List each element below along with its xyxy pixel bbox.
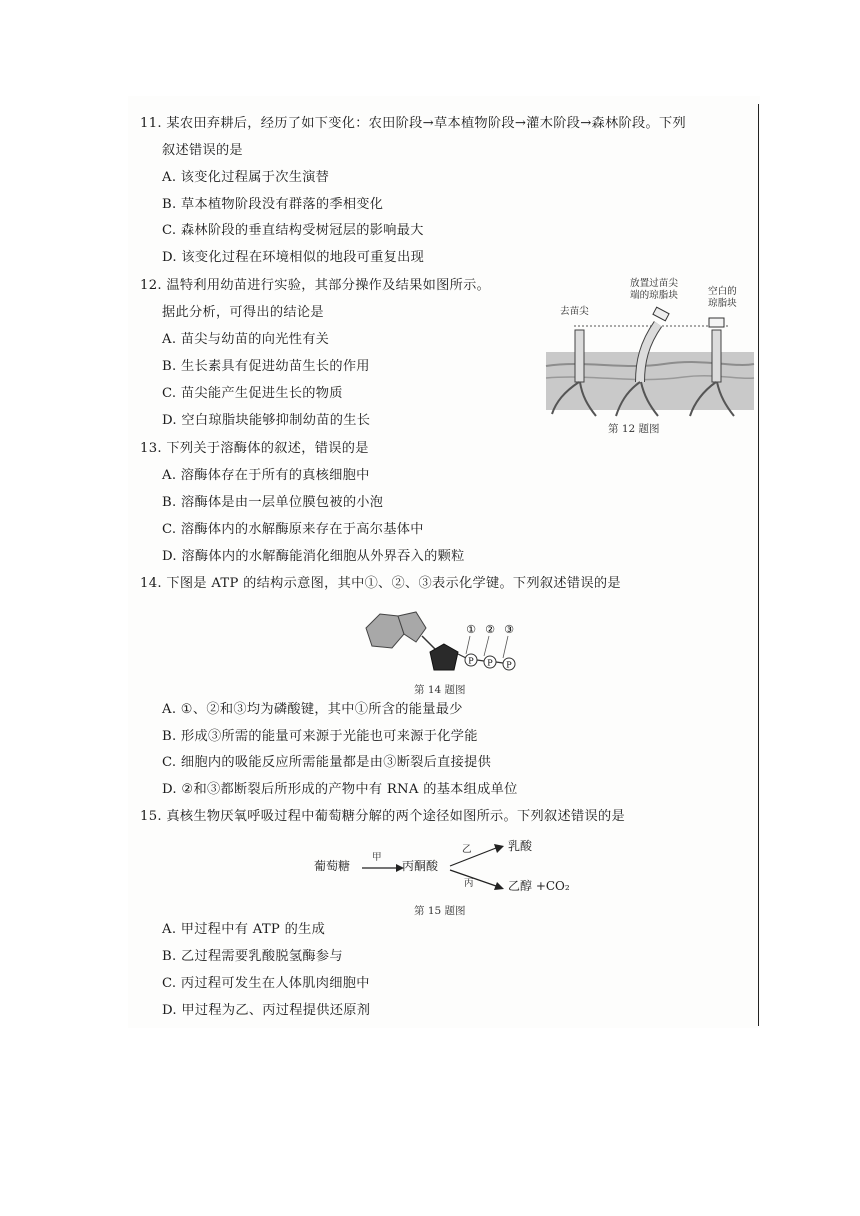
step-bing-label: 丙 <box>464 878 474 889</box>
q12-option-d: D. 空白琼脂块能够抑制幼苗的生长 <box>162 413 371 428</box>
bond-3-pointer <box>503 636 508 658</box>
lactic-acid-label: 乳酸 <box>508 839 533 853</box>
q12-figure <box>544 274 756 424</box>
bond-label-2: ② <box>485 623 495 636</box>
q15-option-a: A. 甲过程中有 ATP 的生成 <box>162 922 326 937</box>
q15-option-d: D. 甲过程为乙、丙过程提供还原剂 <box>162 1003 371 1018</box>
q13-option-a: A. 溶酶体存在于所有的真核细胞中 <box>162 468 370 483</box>
label-treated-agar-2: 端的琼脂块 <box>630 290 678 301</box>
phosphate-2-label: P <box>487 658 493 668</box>
q11-stem-line1: 11. 某农田弃耕后，经历了如下变化：农田阶段→草本植物阶段→灌木阶段→森林阶段。下列 <box>140 116 686 131</box>
q11-stem-line2: 叙述错误的是 <box>162 143 243 158</box>
q12-option-b: B. 生长素具有促进幼苗生长的作用 <box>162 359 370 374</box>
arrow-yi-head <box>494 844 504 853</box>
label-blank-agar-2: 琼脂块 <box>708 298 737 309</box>
bond-2-pointer <box>484 636 489 656</box>
seedling-with-blank-agar <box>712 330 721 382</box>
q13-option-b: B. 溶酶体是由一层单位膜包被的小泡 <box>162 495 384 510</box>
q12-option-a: A. 苗尖与幼苗的向光性有关 <box>162 332 330 347</box>
q12-stem-line1: 12. 温特利用幼苗进行实验，其部分操作及结果如图所示。 <box>140 278 491 293</box>
q12-figure-caption: 第 12 题图 <box>608 423 660 435</box>
ethanol-co2-label: 乙醇 +CO₂ <box>508 879 570 893</box>
q15-figure-caption: 第 15 题图 <box>414 905 466 917</box>
q14-option-b: B. 形成③所需的能量可来源于光能也可来源于化学能 <box>162 729 478 744</box>
q12-stem-line2: 据此分析，可得出的结论是 <box>162 305 324 320</box>
agar-block-treated <box>653 307 669 321</box>
q13-option-c: C. 溶酶体内的水解酶原来存在于高尔基体中 <box>162 522 424 537</box>
q14-option-d: D. ②和③都断裂后所形成的产物中有 RNA 的基本组成单位 <box>162 782 518 797</box>
q14-figure-caption: 第 14 题图 <box>414 684 466 696</box>
pyruvate-label: 丙酮酸 <box>402 859 439 873</box>
q12-option-c: C. 苗尖能产生促进生长的物质 <box>162 386 343 401</box>
q15-option-b: B. 乙过程需要乳酸脱氢酶参与 <box>162 949 343 964</box>
q11-option-a: A. 该变化过程属于次生演替 <box>162 170 330 185</box>
adenine-six-ring <box>366 614 404 648</box>
q15-stem: 15. 真核生物厌氧呼吸过程中葡萄糖分解的两个途径如图所示。下列叙述错误的是 <box>140 809 625 824</box>
bond-1-pointer <box>466 636 470 654</box>
glycosidic-bond <box>422 636 436 650</box>
q14-option-a: A. ①、②和③均为磷酸键，其中①所含的能量最少 <box>162 702 463 717</box>
bond-1-line <box>458 654 466 658</box>
bond-label-1: ① <box>466 623 476 636</box>
q11-option-c: C. 森林阶段的垂直结构受树冠层的影响最大 <box>162 223 424 238</box>
q14-figure <box>360 606 532 678</box>
q14-option-c: C. 细胞内的吸能反应所需能量都是由③断裂后直接提供 <box>162 755 492 770</box>
q14-stem: 14. 下图是 ATP 的结构示意图，其中①、②、③表示化学键。下列叙述错误的是 <box>140 576 621 591</box>
step-yi-label: 乙 <box>462 844 472 855</box>
label-decapitated: 去苗尖 <box>560 306 589 317</box>
q15-option-c: C. 丙过程可发生在人体肌肉细胞中 <box>162 976 370 991</box>
bond-2-line <box>477 660 484 661</box>
q13-stem: 13. 下列关于溶酶体的叙述，错误的是 <box>140 441 369 456</box>
phosphate-1-label: P <box>468 656 474 666</box>
right-margin-rule <box>758 104 759 1026</box>
q11-option-b: B. 草本植物阶段没有群落的季相变化 <box>162 197 384 212</box>
blank-agar-block <box>709 318 724 327</box>
phosphate-3-label: P <box>506 660 512 670</box>
arrow-bing-head <box>494 882 504 890</box>
q15-figure <box>300 836 590 898</box>
bond-3-line <box>496 662 503 663</box>
glucose-label: 葡萄糖 <box>314 859 351 873</box>
label-blank-agar-1: 空白的 <box>708 286 737 297</box>
step-jia-label: 甲 <box>372 852 382 863</box>
atp-structure-diagram <box>360 606 532 678</box>
decapitated-seedling <box>575 330 584 382</box>
q11-option-d: D. 该变化过程在环境相似的地段可重复出现 <box>162 250 425 265</box>
q13-option-d: D. 溶酶体内的水解酶能消化细胞从外界吞入的颗粒 <box>162 549 465 564</box>
arrow-yi <box>450 848 496 866</box>
adenine-five-ring <box>398 612 426 642</box>
bond-label-3: ③ <box>504 623 514 636</box>
label-treated-agar-1: 放置过苗尖 <box>630 278 678 289</box>
